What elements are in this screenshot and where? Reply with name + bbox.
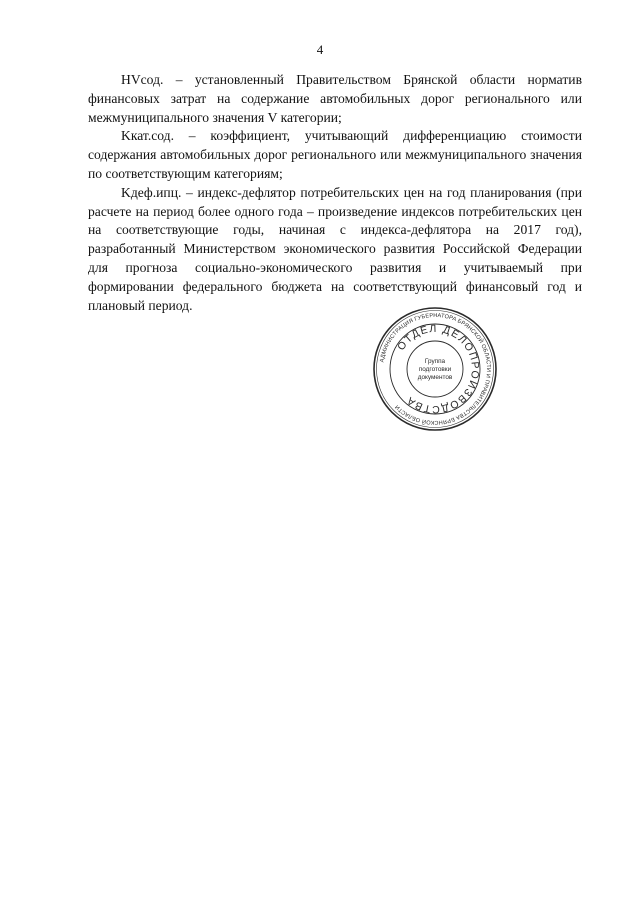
- stamp-inner-text: ОТДЕЛ ДЕЛОПРОИЗВОДСТВА: [395, 322, 482, 416]
- page-number: 4: [316, 42, 324, 57]
- stamp-center-line-1: Группа: [424, 358, 446, 365]
- stamp-center-line-2: подготовки: [418, 366, 452, 373]
- paragraph-kkat-definition: Kкат.сод. – коэффициент, учитывающий дифференциацию стоимости содержания автомобильных дорог регионального или межмуниципального значения по соответствующим категориям;: [88, 128, 582, 181]
- official-stamp: [372, 306, 498, 432]
- document-body: [88, 71, 582, 315]
- paragraph-hv-definition: HVсод. – установленный Правительством Брянской области норматив финансовых затрат на содержание автомобильных дорог регионального или межмуниципального значения V категории;: [88, 72, 582, 125]
- stamp-outer-text: АДМИНИСТРАЦИЯ ГУБЕРНАТОРА БРЯНСКОЙ ОБЛАСТИ И ПРАВИТЕЛЬСТВА БРЯНСКОЙ ОБЛАСТИ: [379, 312, 492, 426]
- stamp-center-line-3: документов: [417, 374, 453, 381]
- paragraph-kdef-definition: Kдеф.ипц. – индекс-дефлятор потребительских цен на год планирования (при расчете на период более одного года – произведение индексов потребительских цен на соответствующие годы, начиная с индекса-дефлятора на 2017 год), разработанный Министерством экономического развития Российской Федерации для прогноза социально-экономического развития и учитываемый при формировании федерального бюджета на соответствующий финансовый год и плановый период.: [88, 184, 582, 313]
